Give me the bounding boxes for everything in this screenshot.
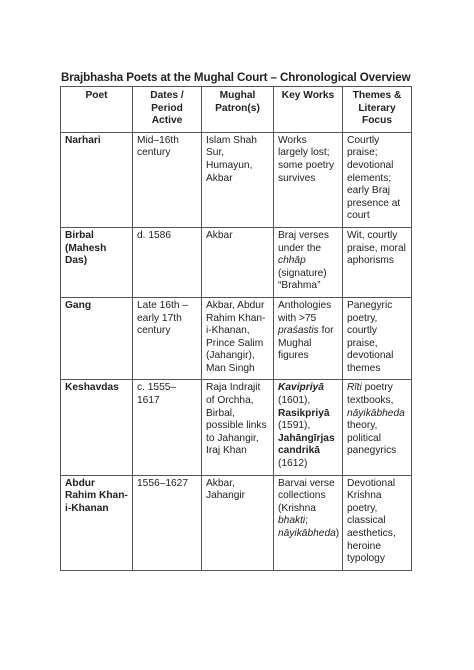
cell-poet: Birbal (Mahesh Das): [61, 227, 133, 297]
cell-dates: Mid–16th century: [133, 132, 202, 227]
cell-patrons: Akbar, Jahangir: [202, 475, 274, 570]
cell-themes: Devotional Krishna poetry, classical aesthetics, heroine typology: [343, 475, 412, 570]
document-title: Brajbhasha Poets at the Mughal Court – Chronological Overview: [61, 71, 411, 84]
works-text: Anthologies with >75: [278, 299, 332, 324]
table-row: [61, 380, 412, 475]
works-text: Barvai verse collections (Krishna: [278, 477, 335, 514]
cell-works: [274, 475, 343, 570]
works-term: nāyikābheda: [278, 528, 336, 539]
table-header-row: [61, 87, 412, 133]
table-row: [61, 132, 412, 227]
cell-patrons: Akbar: [202, 227, 274, 297]
header-patrons: Mughal Patron(s): [202, 87, 274, 133]
works-term: chhāp: [278, 255, 306, 267]
cell-patrons: Akbar, Abdur Rahim Khan-i-Khanan, Prince Salim (Jahangir), Man Singh: [202, 297, 274, 380]
work-title: Jahāngīrjas candrikā: [278, 432, 335, 457]
works-text: (signature) “Brahma”: [278, 267, 327, 292]
header-dates: Dates / Period Active: [133, 87, 202, 133]
themes-text: theory, political panegyrics: [347, 420, 397, 457]
cell-poet: Keshavdas: [61, 380, 133, 475]
themes-term: Rīti: [347, 382, 362, 394]
themes-term: nāyikābheda: [347, 407, 405, 419]
cell-themes: Panegyric poetry, courtly praise, devotional themes: [343, 297, 412, 380]
cell-poet: Narhari: [61, 132, 133, 227]
cell-works: Works largely lost; some poetry survives: [274, 132, 343, 227]
works-text: ): [335, 528, 340, 539]
works-term: bhakti: [278, 515, 306, 527]
header-poet: Poet: [61, 87, 133, 133]
cell-poet: Gang: [61, 297, 133, 380]
table-row: [61, 297, 412, 380]
table-row: [61, 227, 412, 297]
works-text: (1601),: [278, 395, 311, 407]
works-text: (1591),: [278, 420, 311, 432]
work-title: Kavipriyā: [278, 382, 324, 394]
works-text: Braj verses under the: [278, 229, 329, 254]
cell-dates: 1556–1627: [133, 475, 202, 570]
cell-works: [274, 227, 343, 297]
header-themes: Themes & Literary Focus: [343, 87, 412, 133]
work-title: Rasikpriyā: [278, 407, 330, 419]
cell-dates: d. 1586: [133, 227, 202, 297]
works-text: ;: [305, 515, 309, 527]
cell-themes: Courtly praise; devotional elements; early Braj presence at court: [343, 132, 412, 227]
cell-patrons: Raja Indrajit of Orchha, Birbal, possible links to Jahangir, Iraj Khan: [202, 380, 274, 475]
cell-dates: Late 16th – early 17th century: [133, 297, 202, 380]
cell-themes: Wit, courtly praise, moral aphorisms: [343, 227, 412, 297]
cell-works: [274, 297, 343, 380]
cell-patrons: Islam Shah Sur, Humayun, Akbar: [202, 132, 274, 227]
works-text: for Mughal figures: [278, 325, 334, 362]
table-row: [61, 475, 412, 570]
themes-text: poetry textbooks,: [347, 382, 394, 407]
cell-poet: Abdur Rahim Khan-i-Khanan: [61, 475, 133, 570]
cell-works: [274, 380, 343, 475]
header-works: Key Works: [274, 87, 343, 133]
cell-dates: c. 1555–1617: [133, 380, 202, 475]
cell-themes: [343, 380, 412, 475]
works-text: (1612): [278, 458, 308, 470]
poets-table: [60, 86, 412, 571]
works-term: praśastis: [278, 325, 319, 337]
